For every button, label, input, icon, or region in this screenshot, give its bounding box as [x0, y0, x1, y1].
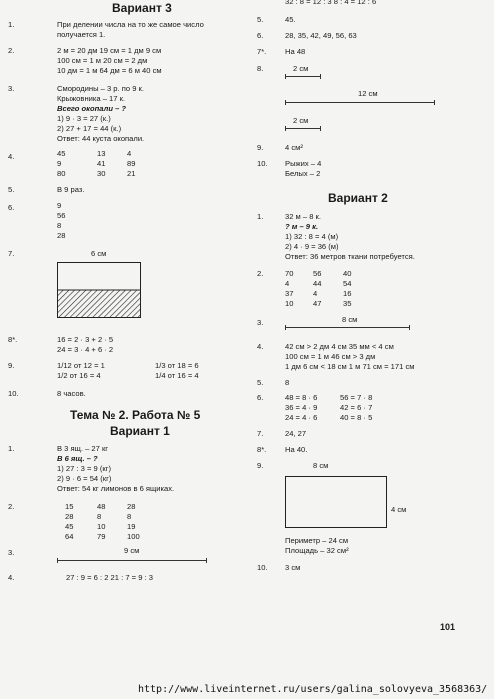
topic-title: Тема № 2. Работа № 5: [70, 408, 201, 422]
segment: [285, 102, 435, 103]
grid-cell: 15: [65, 502, 74, 511]
task-text: 1 дм 6 см < 18 см 1 м 71 см = 171 см: [285, 362, 415, 371]
grid-cell: 79: [97, 532, 106, 541]
grid-cell: 56: [313, 269, 322, 278]
variant2-title: Вариант 2: [328, 191, 388, 205]
task-number: 2.: [8, 46, 15, 55]
task-text: 2) 27 + 17 = 44 (к.): [57, 124, 122, 133]
grid-cell: 70: [285, 269, 294, 278]
hatched-rectangle: [57, 262, 141, 318]
task-number: 10.: [257, 563, 268, 572]
task-text: 28, 35, 42, 49, 56, 63: [285, 31, 357, 40]
grid-cell: 48: [97, 502, 106, 511]
grid-cell: 10: [285, 299, 294, 308]
grid-cell: 4: [285, 279, 290, 288]
grid-cell: 21: [127, 169, 136, 178]
grid-cell: 19: [127, 522, 136, 531]
task-number: 2.: [257, 269, 264, 278]
task-number: 6.: [8, 203, 15, 212]
grid-cell: 28: [127, 502, 136, 511]
grid-cell: 45: [65, 522, 74, 531]
task-number: 1.: [257, 212, 264, 221]
grid-cell: 64: [65, 532, 74, 541]
task-number: 4.: [8, 573, 15, 582]
segment-tick: [320, 74, 321, 79]
segment-tick: [409, 325, 410, 330]
task-text: 42 см > 2 дм 4 см 35 мм < 4 см: [285, 342, 394, 351]
grid-cell: 13: [97, 149, 106, 158]
task-number: 4.: [8, 152, 15, 161]
dimension-label: 8 см: [342, 315, 358, 324]
task-text: 2 м = 20 дм 19 см = 1 дм 9 см: [57, 46, 162, 55]
task-text: Ответ: 54 кг лимонов в 6 ящиках.: [57, 484, 175, 493]
task-text: 8 часов.: [57, 389, 86, 398]
task-number: 8*.: [8, 335, 18, 344]
segment: [57, 560, 207, 561]
task-text: Рыжих – 4: [285, 159, 322, 168]
task-number: 5.: [257, 15, 264, 24]
task-text: В 9 раз.: [57, 185, 85, 194]
task-text: 56 = 7 · 8: [340, 393, 373, 402]
grid-cell: 28: [65, 512, 74, 521]
task-text: 1/12 от 12 = 1: [57, 361, 105, 370]
grid-cell: 10: [97, 522, 106, 531]
task-number: 8*.: [257, 445, 267, 454]
grid-cell: 16: [343, 289, 352, 298]
task-number: 6.: [257, 393, 264, 402]
task-text: 9: [57, 201, 62, 210]
segment-tick: [206, 558, 207, 563]
grid-cell: 8: [127, 512, 132, 521]
grid-cell: 44: [313, 279, 322, 288]
task-text: 42 = 6 · 7: [340, 403, 373, 412]
grid-cell: 54: [343, 279, 352, 288]
task-number: 7*.: [257, 47, 267, 56]
task-text: 3 см: [285, 563, 301, 572]
task-text: 1/2 от 16 = 4: [57, 371, 101, 380]
task-number: 4.: [257, 342, 264, 351]
task-number: 10.: [8, 389, 19, 398]
variant1-title: Вариант 1: [110, 424, 170, 438]
dimension-label: 2 см: [293, 64, 309, 73]
task-text: 45.: [285, 15, 296, 24]
grid-cell: 47: [313, 299, 322, 308]
task-text: 32 м – 8 к.: [285, 212, 321, 221]
task-text: При делении числа на то же самое число: [57, 20, 204, 29]
task-text: Крыжовника – 17 к.: [57, 94, 126, 103]
segment-tick: [285, 325, 286, 330]
grid-cell: 45: [57, 149, 66, 158]
segment-tick: [285, 126, 286, 131]
task-text: Всего окопали – ?: [57, 104, 127, 113]
task-text: ? м – 9 к.: [285, 222, 319, 231]
dimension-label: 9 см: [124, 546, 140, 555]
task-text: 40 = 8 · 5: [340, 413, 373, 422]
task-text: 2) 4 · 9 = 36 (м): [285, 242, 339, 251]
task-text: 4 см²: [285, 143, 303, 152]
grid-cell: 80: [57, 169, 66, 178]
task-number: 6.: [257, 31, 264, 40]
segment-tick: [57, 558, 58, 563]
task-text: Ответ: 36 метров ткани потребуется.: [285, 252, 415, 261]
task-number: 3.: [8, 84, 15, 93]
dimension-label: 12 см: [358, 89, 378, 98]
task-number: 9.: [8, 361, 15, 370]
task-text: 1/4 от 16 = 4: [155, 371, 199, 380]
segment-tick: [320, 126, 321, 131]
task-text: 10 дм = 1 м 64 дм = 6 м 40 см: [57, 66, 162, 75]
number-grid: [65, 502, 155, 544]
task-text: Белых – 2: [285, 169, 321, 178]
task-text: 2) 9 · 6 = 54 (кг): [57, 474, 112, 483]
task-number: 5.: [8, 185, 15, 194]
task-text: 16 = 2 · 3 + 2 · 5: [57, 335, 114, 344]
task-text: 24 = 3 · 4 + 6 · 2: [57, 345, 114, 354]
task-number: 3.: [8, 548, 15, 557]
task-number: 1.: [8, 20, 15, 29]
task-text: Площадь – 32 см²: [285, 546, 349, 555]
segment: [285, 128, 321, 129]
task-text: На 48: [285, 47, 306, 56]
dimension-label: 2 см: [293, 116, 309, 125]
task-text: 100 см = 1 м 20 см = 2 дм: [57, 56, 148, 65]
task-text: получается 1.: [57, 30, 106, 39]
task-number: 5.: [257, 378, 264, 387]
task-text: 32 : 8 = 12 : 3 8 : 4 = 12 : 6: [285, 0, 377, 6]
grid-cell: 30: [97, 169, 106, 178]
task-number: 8.: [257, 64, 264, 73]
grid-cell: 8: [97, 512, 102, 521]
task-text: 1) 9 · 3 = 27 (к.): [57, 114, 111, 123]
task-text: 8: [57, 221, 62, 230]
task-text: Смородины – 3 р. по 9 к.: [57, 84, 144, 93]
dimension-label: 4 см: [391, 505, 407, 514]
task-number: 3.: [257, 318, 264, 327]
task-number: 10.: [257, 159, 268, 168]
grid-cell: 9: [57, 159, 62, 168]
number-grid: [57, 149, 147, 181]
task-number: 9.: [257, 143, 264, 152]
task-number: 2.: [8, 502, 15, 511]
grid-cell: 4: [313, 289, 318, 298]
task-text: Периметр – 24 см: [285, 536, 349, 545]
task-text: В 3 ящ. – 27 кг: [57, 444, 109, 453]
task-number: 1.: [8, 444, 15, 453]
segment: [285, 76, 321, 77]
grid-cell: 100: [127, 532, 140, 541]
segment-tick: [285, 74, 286, 79]
segment-tick: [434, 100, 435, 105]
source-url[interactable]: http://www.liveinternet.ru/users/galina_solovyeva_3568363/: [138, 684, 488, 695]
task-text: 100 см = 1 м 46 см > 3 дм: [285, 352, 376, 361]
task-text: 28: [57, 231, 66, 240]
number-grid: [285, 269, 375, 311]
task-text: 1) 32 : 8 = 4 (м): [285, 232, 339, 241]
dimension-label: 8 см: [313, 461, 329, 470]
rectangle: [285, 476, 387, 528]
task-text: 1/3 от 18 = 6: [155, 361, 199, 370]
segment-tick: [285, 100, 286, 105]
task-text: Ответ: 44 куста окопали.: [57, 134, 145, 143]
variant3-title: Вариант 3: [112, 1, 172, 15]
task-text: 24 = 4 · 6: [285, 413, 318, 422]
segment: [285, 327, 410, 328]
grid-cell: 37: [285, 289, 294, 298]
task-text: 56: [57, 211, 66, 220]
dimension-label: 6 см: [91, 249, 107, 258]
grid-cell: 35: [343, 299, 352, 308]
task-text: В 6 ящ. – ?: [57, 454, 98, 463]
grid-cell: 41: [97, 159, 106, 168]
page-number: 101: [440, 622, 456, 632]
task-number: 9.: [257, 461, 264, 470]
grid-cell: 4: [127, 149, 132, 158]
grid-cell: 40: [343, 269, 352, 278]
task-text: 27 : 9 = 6 : 2 21 : 7 = 9 : 3: [66, 573, 153, 582]
task-number: 7.: [8, 249, 15, 258]
task-number: 7.: [257, 429, 264, 438]
grid-cell: 89: [127, 159, 136, 168]
task-text: На 40.: [285, 445, 308, 454]
task-text: 8: [285, 378, 290, 387]
task-text: 36 = 4 · 9: [285, 403, 318, 412]
task-text: 48 = 8 · 6: [285, 393, 318, 402]
task-text: 24, 27: [285, 429, 307, 438]
task-text: 1) 27 : 3 = 9 (кг): [57, 464, 111, 473]
